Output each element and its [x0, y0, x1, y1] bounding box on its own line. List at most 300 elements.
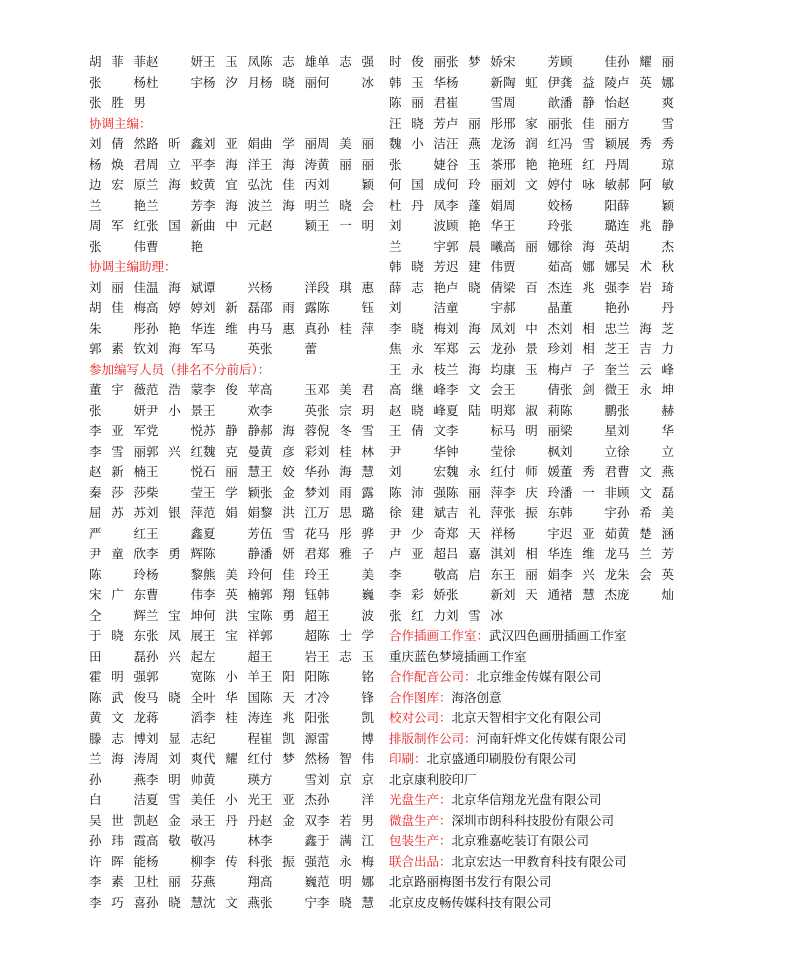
person-name: 陈士学 — [317, 628, 374, 643]
person-name: 蒋 滔 — [146, 710, 203, 725]
person-name: 陶虹伊 — [503, 74, 560, 90]
person-name: 董宇薇 — [89, 382, 146, 397]
person-name: 孙希美 — [617, 505, 674, 520]
name-row — [389, 544, 689, 565]
name-row — [89, 688, 379, 709]
person-name: 谷玉茶 — [446, 156, 503, 172]
person-name: 王学颖 — [203, 484, 260, 500]
person-name: 李彩娇 — [389, 587, 446, 602]
person-name: 班红丹 — [560, 156, 617, 172]
person-name: 黄彦彩 — [260, 443, 317, 459]
person-name: 张剑微 — [560, 382, 617, 397]
person-name: 张 伟 — [89, 238, 146, 254]
name-row — [89, 216, 379, 237]
credit-line — [389, 831, 689, 852]
person-name: 杨晓丽 — [260, 74, 317, 90]
person-name: 李素卫 — [89, 874, 146, 889]
name-row — [389, 114, 689, 135]
credit-value: 北京华信翔龙光盘有限公司 — [451, 792, 602, 807]
person-name: 黄丽丽 — [317, 156, 374, 172]
person-name: 杨 洋 — [260, 279, 317, 295]
name-row — [89, 155, 379, 176]
name-row — [89, 872, 379, 893]
person-name: 高启东 — [446, 566, 503, 582]
person-name: 李英楠 — [203, 587, 260, 602]
name-row — [89, 749, 379, 770]
person-name: 李传科 — [203, 853, 260, 869]
person-name: 王 欢 — [203, 402, 260, 418]
person-name: 杨 阳 — [560, 197, 617, 213]
credit-value: 北京皮皮畅传媒科技有限公司 — [389, 894, 552, 910]
person-name: 杨汐月 — [203, 74, 260, 90]
section-heading: 参加编写人员（排名不分前后）： — [89, 361, 271, 377]
name-row — [389, 565, 689, 586]
person-name: 范永梅 — [317, 853, 374, 869]
person-name: 何佳玲 — [260, 566, 317, 582]
person-name: 高丽娜 — [503, 238, 560, 254]
person-name: 李 标 — [446, 423, 503, 438]
person-name: 康玉梅 — [503, 361, 560, 377]
name-row — [389, 503, 689, 524]
person-name: 陈天才 — [260, 689, 317, 705]
name-row — [389, 380, 689, 401]
person-name: 梁百杰 — [503, 279, 560, 295]
person-name: 李俊苹 — [203, 382, 260, 397]
person-name: 赵 颖 — [260, 218, 317, 233]
person-name: 时俊丽 — [389, 54, 446, 69]
person-name: 纪 程 — [203, 730, 260, 746]
person-name: 崔 雪 — [446, 95, 503, 110]
person-name: 李勇辉 — [146, 546, 203, 561]
person-name: 胡 杰 — [617, 238, 674, 254]
person-name: 郝 晶 — [503, 300, 560, 315]
person-name: 邢家丽 — [503, 115, 560, 131]
person-name: 李晓梅 — [389, 320, 446, 336]
person-name: 刘 洁 — [389, 300, 446, 315]
person-name: 吴术秋 — [617, 259, 674, 274]
name-row — [389, 585, 689, 606]
credit-line — [389, 647, 689, 668]
credit-line — [389, 626, 689, 647]
person-name: 韩晓芳 — [389, 259, 446, 274]
name-row — [389, 216, 689, 237]
credit-line — [389, 811, 689, 832]
person-name: 黎洪江 — [260, 505, 317, 520]
credit-value: 河南轩烨文化传媒有限公司 — [476, 730, 627, 746]
person-name: 刘天通 — [503, 587, 560, 602]
person-name: 曲学丽 — [260, 136, 317, 151]
person-name: 熊美玲 — [203, 566, 260, 582]
person-name: 王姣华 — [260, 464, 317, 479]
person-name: 卢晓倩 — [446, 279, 503, 295]
person-name: 燕 翔 — [203, 874, 260, 889]
person-name: 高娜娜 — [560, 259, 617, 274]
person-name: 李晓慧 — [317, 894, 374, 910]
person-name: 尹童欣 — [89, 546, 146, 561]
name-row — [89, 565, 379, 586]
name-row — [89, 196, 379, 217]
section-heading: 协调主编助理： — [89, 259, 177, 274]
credit-value: 北京维金传媒有限公司 — [476, 669, 602, 684]
person-name: 张 妍 — [89, 402, 146, 418]
person-name: 高继峰 — [389, 382, 446, 397]
person-name: 王海涛 — [260, 156, 317, 172]
name-row — [89, 52, 379, 73]
credit-label: 校对公司： — [389, 710, 452, 725]
person-name: 周美丽 — [317, 136, 374, 151]
person-name: 沈文燕 — [203, 894, 260, 910]
person-name: 卢英娜 — [617, 74, 674, 90]
name-row — [89, 503, 379, 524]
person-name: 兰海均 — [446, 361, 503, 377]
right-column — [389, 52, 689, 913]
person-name: 陈 铭 — [317, 669, 374, 684]
person-name: 王永枝 — [389, 361, 446, 377]
person-name: 仝 辉 — [89, 607, 146, 623]
person-name: 兰海芝 — [617, 320, 674, 336]
person-name: 冯 林 — [203, 833, 260, 848]
person-name: 郑天祥 — [446, 525, 503, 541]
person-name: 郝阿敏 — [617, 177, 674, 192]
person-name: 何玲丽 — [446, 177, 503, 192]
person-name: 兰 艳 — [89, 197, 146, 213]
person-name: 张 璐 — [560, 218, 617, 233]
person-name: 张 婕 — [389, 156, 446, 172]
name-row — [89, 811, 379, 832]
person-name: 白 洁 — [89, 792, 146, 807]
name-row — [389, 155, 689, 176]
person-name: 崔凯源 — [260, 730, 317, 746]
person-name: 刘相华 — [503, 546, 560, 561]
person-name: 刘雨露 — [317, 484, 374, 500]
person-name: 尹少奇 — [389, 525, 446, 541]
name-row — [89, 585, 379, 606]
name-row — [389, 196, 689, 217]
person-name: 兰宝坤 — [146, 607, 203, 623]
person-name: 孙 丹 — [617, 300, 674, 315]
name-row — [89, 134, 379, 155]
person-name: 许晖能 — [89, 853, 146, 869]
person-name: 何 冰 — [317, 74, 374, 90]
person-name: 孙兴起 — [146, 648, 203, 664]
person-name: 何洪宝 — [203, 607, 260, 623]
name-row — [89, 893, 379, 914]
person-name: 潘妍君 — [260, 546, 317, 561]
person-name: 马彤骅 — [317, 525, 374, 541]
credit-label: 联合出品： — [389, 853, 452, 869]
person-name: 张佳丽 — [560, 115, 617, 131]
person-name: 刘 波 — [389, 218, 446, 233]
person-name: 曹 艳 — [146, 238, 203, 254]
person-name: 温海斌 — [146, 279, 203, 295]
person-name: 王 倩 — [503, 382, 560, 397]
person-name: 王 玲 — [503, 218, 560, 233]
credit-value: 北京盛通印刷股份有限公司 — [426, 751, 577, 766]
person-name: 段琪惠 — [317, 279, 374, 295]
person-name: 杨 黎 — [146, 566, 203, 582]
person-name: 周 歆 — [503, 95, 560, 110]
person-name: 刘 华 — [617, 423, 674, 438]
name-row — [389, 52, 689, 73]
credit-line — [389, 667, 689, 688]
name-row — [89, 708, 379, 729]
person-name: 郭晨曦 — [446, 238, 503, 254]
credit-value: 北京路丽梅图书发行有限公司 — [389, 874, 552, 889]
person-name: 滕志博 — [89, 730, 146, 746]
person-name: 张红力 — [389, 607, 446, 623]
person-name: 连维冉 — [203, 320, 260, 336]
credit-line — [389, 872, 689, 893]
name-row — [89, 626, 379, 647]
person-name: 王亚杰 — [260, 792, 317, 807]
person-name: 顾艳华 — [446, 218, 503, 233]
name-row — [389, 524, 689, 545]
person-name: 刘银萍 — [146, 505, 203, 520]
person-name: 郭翔钰 — [260, 587, 317, 602]
person-name: 高敬敬 — [146, 833, 203, 848]
person-name: 范浩蒙 — [146, 382, 203, 397]
person-name: 杨 新 — [446, 74, 503, 90]
section-heading: 协调主编： — [89, 115, 152, 131]
person-name: 李巧喜 — [89, 894, 146, 910]
credit-value: 北京宏达一甲教育科技有限公司 — [451, 853, 627, 869]
person-name: 韩 宇 — [560, 505, 617, 520]
person-name: 陈丽君 — [389, 95, 446, 110]
person-name: 张 杨 — [89, 74, 146, 90]
person-name: 徐 立 — [617, 443, 674, 459]
person-name: 石丽慧 — [203, 464, 260, 479]
name-row — [389, 134, 689, 155]
name-row — [89, 401, 379, 422]
name-row — [389, 93, 689, 114]
person-name: 刘显志 — [146, 730, 203, 746]
person-name: 李蓬娟 — [446, 197, 503, 213]
person-name: 刘文婷 — [503, 177, 560, 192]
person-name: 曲中元 — [203, 218, 260, 233]
person-name: 杜丽芬 — [146, 874, 203, 889]
person-name: 潘静怡 — [560, 95, 617, 110]
person-name: 马惠真 — [260, 320, 317, 336]
person-name: 黄宜弘 — [203, 177, 260, 192]
person-name: 郝海蓉 — [260, 423, 317, 438]
name-row — [89, 544, 379, 565]
person-name: 张金梦 — [260, 484, 317, 500]
credit-value: 北京雅嘉屹装订有限公司 — [451, 833, 590, 848]
name-row — [389, 421, 689, 442]
person-name: 王倩文 — [389, 423, 446, 438]
person-name: 刘桂林 — [317, 443, 374, 459]
credit-value: 深圳市朗科科技股份有限公司 — [451, 812, 615, 828]
person-name: 冯雪颖 — [560, 136, 617, 151]
person-name: 李明帅 — [146, 771, 203, 787]
person-name: 赵金双 — [260, 812, 317, 828]
credit-label: 印刷： — [389, 751, 427, 766]
name-row — [389, 298, 689, 319]
person-name: 尹 华 — [389, 443, 446, 459]
person-name: 兰晓会 — [317, 197, 374, 213]
person-name: 王宝祥 — [203, 628, 260, 643]
name-row — [89, 175, 379, 196]
name-row — [89, 442, 379, 463]
name-row — [89, 770, 379, 791]
person-name: 焦永军 — [389, 341, 446, 356]
person-name: 陈 鹏 — [560, 402, 617, 418]
person-name: 兰海蛟 — [146, 177, 203, 192]
name-row — [389, 606, 689, 627]
person-name: 王丹丹 — [203, 812, 260, 828]
person-name: 迟亚茹 — [560, 525, 617, 541]
person-name: 刘海凤 — [446, 320, 503, 336]
person-name: 钟 莹 — [446, 443, 503, 459]
person-name: 王永坤 — [617, 382, 674, 397]
person-name: 梁 星 — [560, 423, 617, 438]
person-name: 叶华国 — [203, 689, 260, 705]
name-row — [89, 729, 379, 750]
person-name: 陈沛强 — [389, 484, 446, 500]
person-name: 曹 伟 — [146, 587, 203, 602]
person-name: 兰海明 — [260, 197, 317, 213]
person-name: 陈小羊 — [203, 669, 260, 684]
name-row — [389, 339, 689, 360]
person-name: 杜丹凤 — [389, 197, 446, 213]
person-name: 王丽娟 — [503, 566, 560, 582]
person-name: 薛 颖 — [617, 197, 674, 213]
person-name: 刘亚娟 — [203, 136, 260, 151]
person-name: 连维龙 — [560, 546, 617, 561]
person-name: 张凤展 — [146, 628, 203, 643]
person-name: 兰 宇 — [389, 238, 446, 254]
name-row — [89, 339, 379, 360]
credit-label: 排版制作公司： — [389, 730, 477, 746]
person-name: 赵新楠 — [89, 464, 146, 479]
person-name: 李雪丽 — [89, 443, 146, 459]
person-name: 赵金录 — [146, 812, 203, 828]
person-name: 张振强 — [260, 853, 317, 869]
person-name: 李桂涛 — [203, 710, 260, 725]
person-name: 沈佳丙 — [260, 177, 317, 192]
person-name: 屈苏苏 — [89, 505, 146, 520]
person-name: 王阳阳 — [260, 669, 317, 684]
person-name: 霍明强 — [89, 669, 146, 684]
person-name: 李 敬 — [389, 566, 446, 582]
person-name: 张 蕾 — [260, 341, 317, 356]
name-row — [389, 483, 689, 504]
credit-value: 海洛创意 — [451, 689, 502, 705]
credit-label: 微盘生产： — [389, 812, 452, 828]
person-name: 邵雨露 — [260, 300, 317, 315]
credit-label: 合作配音公司： — [389, 669, 477, 684]
person-name: 代耀红 — [203, 751, 260, 766]
person-name: 李海波 — [203, 197, 260, 213]
person-name: 连兆阳 — [260, 710, 317, 725]
person-name: 汪晓芳 — [389, 115, 446, 131]
person-name: 魏克曼 — [203, 443, 260, 459]
person-name: 刘 立 — [560, 443, 617, 459]
person-name: 夏雪美 — [146, 792, 203, 807]
person-name: 黄楚涵 — [617, 525, 674, 541]
person-name: 董秀君 — [560, 464, 617, 479]
person-name: 兰 芳 — [146, 197, 203, 213]
credit-value: 重庆蓝色梦境插画工作室 — [389, 648, 527, 664]
person-name: 田 磊 — [89, 648, 146, 664]
credit-line — [389, 852, 689, 873]
person-name: 刘丽佳 — [89, 279, 146, 295]
person-name: 夏 芳 — [203, 525, 260, 541]
person-name: 张 凯 — [317, 710, 374, 725]
person-name: 王一明 — [317, 218, 374, 233]
person-name: 迟建伟 — [446, 259, 503, 274]
credit-line — [389, 893, 689, 914]
person-name: 张 新 — [446, 587, 503, 602]
person-name: 贾 茹 — [503, 259, 560, 274]
person-name: 汤润红 — [503, 136, 560, 151]
person-name: 连兆强 — [560, 279, 617, 295]
person-name: 卢亚超 — [389, 546, 446, 561]
person-name: 魏永红 — [446, 464, 503, 479]
person-name: 孙桂萍 — [317, 320, 374, 336]
name-row — [89, 380, 379, 401]
name-row — [389, 401, 689, 422]
person-name: 杨焕君 — [89, 156, 146, 172]
person-name: 李文会 — [446, 382, 503, 397]
person-name: 王 波 — [317, 607, 374, 623]
person-name: 高 玉 — [260, 382, 317, 397]
person-name: 柴 莹 — [146, 484, 203, 500]
person-name: 高 巍 — [260, 874, 317, 889]
name-row — [389, 319, 689, 340]
person-name: 展秀秀 — [617, 136, 674, 151]
person-name: 郑淑莉 — [503, 402, 560, 418]
person-name: 赵 妍 — [146, 54, 203, 69]
person-name: 顾 佳 — [560, 54, 617, 69]
person-name: 付师媛 — [503, 464, 560, 479]
person-name: 陈丽萍 — [446, 484, 503, 500]
person-name: 赵晓峰 — [389, 402, 446, 418]
person-name: 李海洋 — [203, 156, 260, 172]
person-name: 谭 兴 — [203, 279, 260, 295]
person-name: 杨 宇 — [503, 525, 560, 541]
name-row — [89, 298, 379, 319]
credit-label: 合作插画工作室： — [389, 628, 490, 643]
person-name: 陈武俊 — [89, 689, 146, 705]
person-name: 周 琼 — [617, 156, 674, 172]
person-name: 任小光 — [203, 792, 260, 807]
person-name: 郑云龙 — [446, 341, 503, 356]
credit-line — [389, 749, 689, 770]
credit-line — [389, 770, 689, 791]
person-name: 潘一非 — [560, 484, 617, 500]
person-name: 边宏原 — [89, 177, 146, 192]
credit-label: 包装生产： — [389, 833, 452, 848]
person-name: 党 悦 — [146, 423, 203, 438]
person-name: 张胜男 — [89, 95, 146, 110]
person-name: 张国新 — [146, 218, 203, 233]
person-name: 龚益陵 — [560, 74, 617, 90]
person-name: 周刘爽 — [146, 751, 203, 766]
name-row — [89, 667, 379, 688]
person-name: 马晓全 — [146, 689, 203, 705]
person-name: 严 红 — [89, 525, 146, 541]
person-name: 郭 宽 — [146, 669, 203, 684]
credit-label: 合作图库： — [389, 689, 452, 705]
name-row — [89, 93, 379, 114]
person-name: 夏陆明 — [446, 402, 503, 418]
person-name: 孙耀丽 — [617, 54, 674, 69]
person-name: 周 姣 — [503, 197, 560, 213]
name-row — [89, 647, 379, 668]
person-name: 范娟娟 — [203, 505, 260, 520]
person-name: 黄文龙 — [89, 710, 146, 725]
